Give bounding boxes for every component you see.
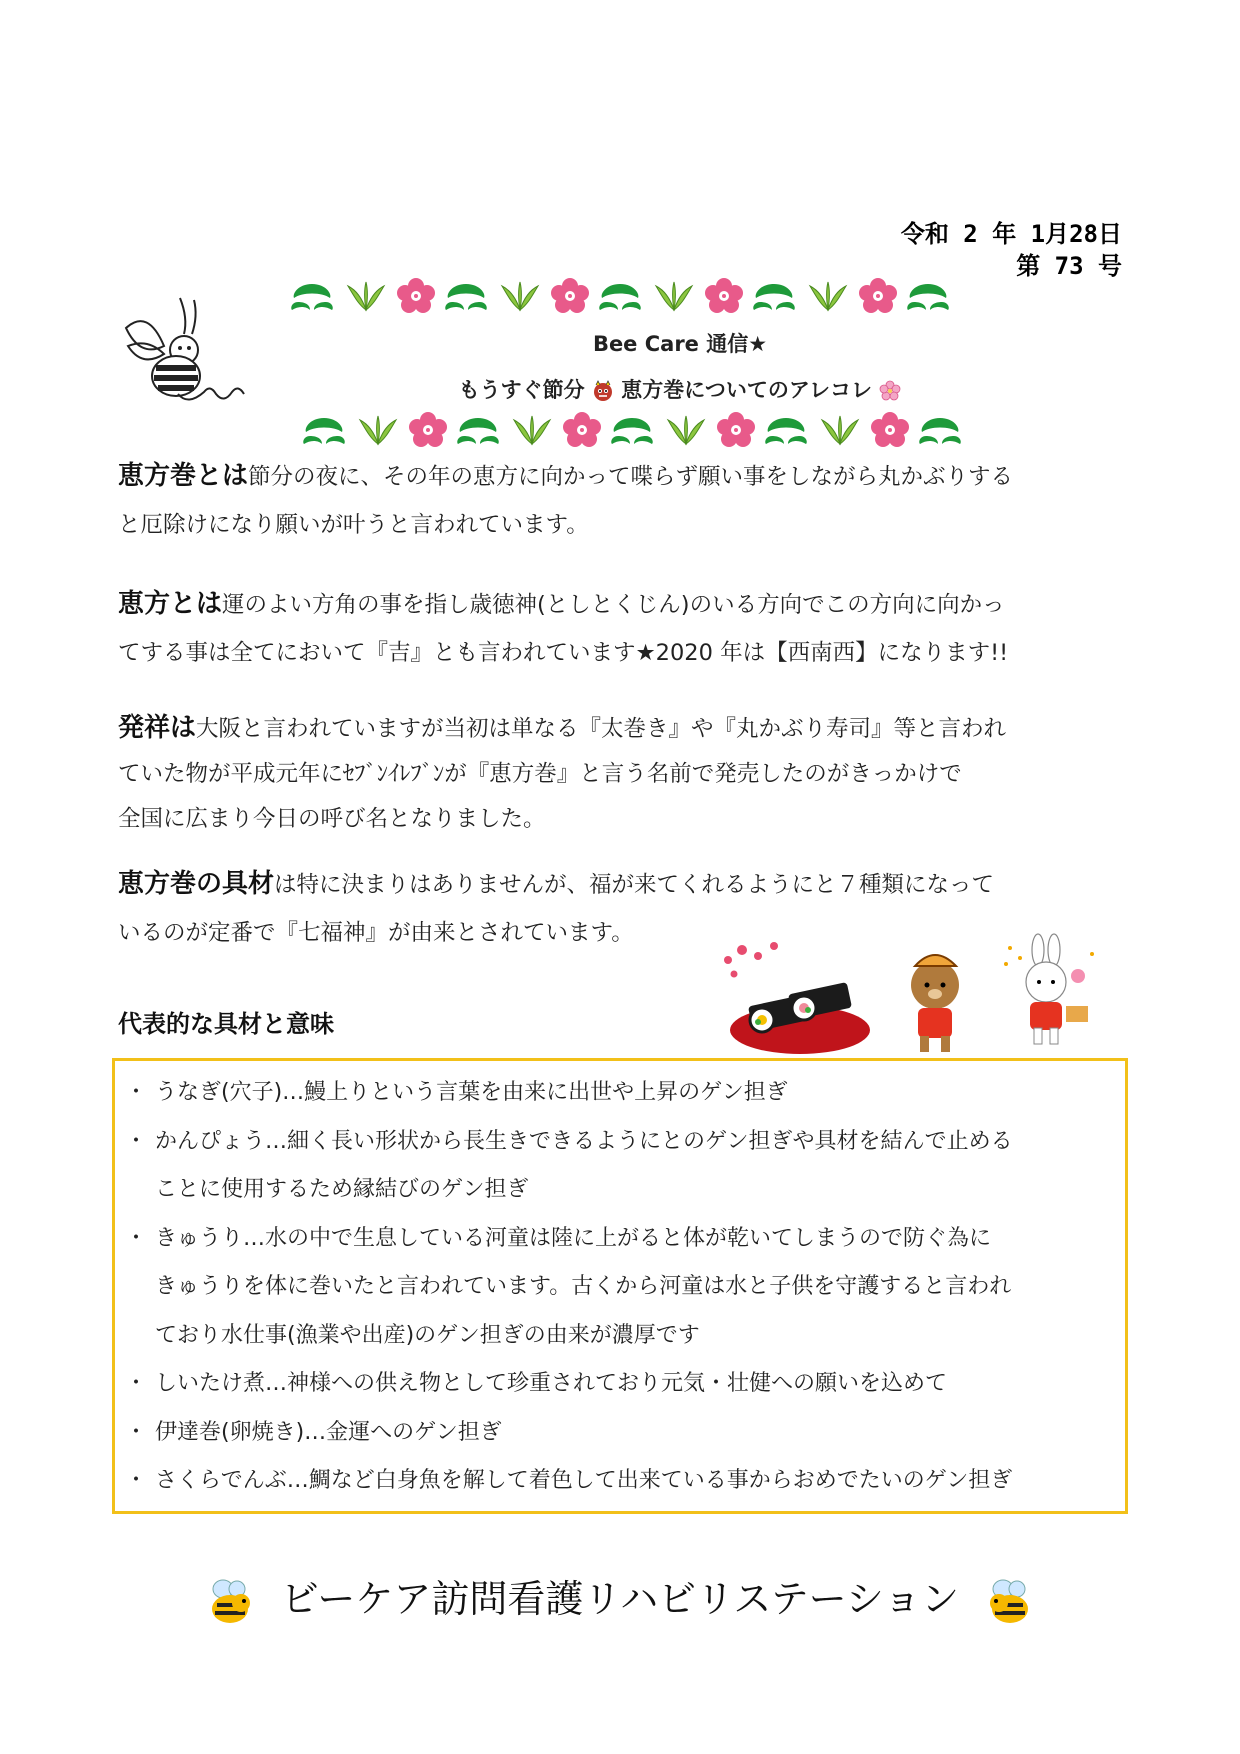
ingredient-item: ・ しいたけ煮…神様への供え物として珍重されており元気・壮健への願いを込めて bbox=[125, 1360, 1115, 1409]
plum-blossom-icon bbox=[396, 278, 436, 314]
bamboo-icon bbox=[662, 414, 710, 446]
bamboo-icon bbox=[508, 414, 556, 446]
plum-blossom-icon bbox=[704, 278, 744, 314]
bamboo-icon bbox=[354, 414, 402, 446]
paragraph-lead: 恵方巻の具材 bbox=[118, 869, 275, 899]
subtitle-part-b: 恵方巻についてのアレコレ bbox=[621, 378, 873, 402]
setsubun-illustration bbox=[720, 930, 1120, 1060]
paragraph-text: は特に決まりはありませんが、福が来てくれるようにと７種類になって bbox=[274, 872, 995, 898]
paragraph-lead: 発祥は bbox=[118, 713, 197, 743]
date-block bbox=[901, 218, 1122, 282]
ingredient-item: ・ 伊達巻(卵焼き)…金運へのゲン担ぎ bbox=[125, 1409, 1115, 1458]
paragraph-ehomaki bbox=[118, 452, 1128, 549]
paragraph-text: と厄除けになり願いが叶うと言われています。 bbox=[118, 512, 589, 538]
bamboo-icon bbox=[804, 280, 852, 312]
plum-blossom-icon bbox=[724, 942, 778, 978]
ingredient-item: ・ うなぎ(穴子)…鰻上りという言葉を由来に出世や上昇のゲン担ぎ bbox=[125, 1069, 1115, 1118]
ingredients-list bbox=[125, 1069, 1115, 1506]
pine-icon bbox=[762, 414, 810, 446]
paragraph-text: ていた物が平成元年にｾﾌﾞﾝｲﾚﾌﾞﾝが『恵方巻』と言う名前で発売したのがきっかけで bbox=[118, 761, 962, 787]
organization-name: ビーケア訪問看護リハビリステーション bbox=[280, 1577, 960, 1621]
bamboo-icon bbox=[342, 280, 390, 312]
pine-icon bbox=[608, 414, 656, 446]
ingredient-item: ・ さくらでんぶ…鯛など白身魚を解して着色して出来ている事からおめでたいのゲン担ぎ bbox=[125, 1457, 1115, 1506]
bee-icon bbox=[205, 1579, 255, 1625]
paragraph-eho bbox=[118, 580, 1128, 677]
newsletter-subtitle bbox=[0, 374, 1240, 404]
issue-date: 令和 2 年 1月28日 bbox=[900, 220, 1122, 248]
ingredients-box bbox=[112, 1058, 1128, 1514]
footer bbox=[0, 1568, 1240, 1625]
pine-icon bbox=[596, 280, 644, 312]
bamboo-icon bbox=[650, 280, 698, 312]
paragraph-origin bbox=[118, 706, 1128, 842]
bamboo-icon bbox=[816, 414, 864, 446]
paragraph-text: 全国に広まり今日の呼び名となりました。 bbox=[118, 806, 546, 832]
paragraph-text: 大阪と言われていますが当初は単なる『太巻き』や『丸かぶり寿司』等と言われ bbox=[196, 716, 1007, 742]
paragraph-text: いるのが定番で『七福神』が由来とされています。 bbox=[118, 920, 634, 946]
ingredients-heading: 代表的な具材と意味 bbox=[118, 1010, 334, 1038]
cherry-blossom-icon bbox=[879, 380, 901, 402]
pine-icon bbox=[288, 280, 336, 312]
issue-number: 第 73 号 bbox=[1016, 252, 1122, 280]
bear-oni-icon bbox=[911, 955, 959, 1052]
plum-blossom-icon bbox=[562, 412, 602, 448]
ingredient-item: ことに使用するため縁結びのゲン担ぎ bbox=[155, 1177, 529, 1202]
paragraph-lead: 恵方巻とは bbox=[118, 461, 249, 491]
plum-blossom-icon bbox=[408, 412, 448, 448]
ingredient-item: ・ かんぴょう…細く長い形状から長生きできるようにとのゲン担ぎや具材を結んで止める bbox=[125, 1118, 1115, 1167]
oni-demon-icon bbox=[592, 380, 614, 402]
ingredient-item: ており水仕事(漁業や出産)のゲン担ぎの由来が濃厚です bbox=[155, 1322, 700, 1348]
ingredient-item: きゅうりを体に巻いたと言われています。古くから河童は水と子供を守護すると言われ bbox=[155, 1274, 1012, 1299]
paragraph-lead: 恵方とは bbox=[118, 589, 223, 619]
pine-icon bbox=[442, 280, 490, 312]
subtitle-part-a: もうすぐ節分 bbox=[458, 378, 585, 402]
plum-blossom-icon bbox=[550, 278, 590, 314]
decoration-border-bottom bbox=[300, 412, 964, 448]
decoration-border-top bbox=[288, 278, 952, 314]
bee-icon bbox=[985, 1579, 1035, 1625]
pine-icon bbox=[454, 414, 502, 446]
paragraph-text: てする事は全てにおいて『吉』とも言われています★2020 年は【西南西】になります!! bbox=[118, 640, 1009, 666]
plum-blossom-icon bbox=[870, 412, 910, 448]
pine-icon bbox=[750, 280, 798, 312]
pine-icon bbox=[916, 414, 964, 446]
newsletter-title: Bee Care 通信★ bbox=[592, 332, 768, 356]
bamboo-icon bbox=[496, 280, 544, 312]
ingredient-item: ・ きゅうり…水の中で生息している河童は陸に上がると体が乾いてしまうので防ぐ為に bbox=[125, 1215, 1115, 1264]
pine-icon bbox=[904, 280, 952, 312]
rabbit-icon bbox=[1026, 934, 1088, 1044]
paragraph-text: 運のよい方角の事を指し歳徳神(としとくじん)のいる方向でこの方向に向かっ bbox=[222, 592, 1005, 618]
plum-blossom-icon bbox=[858, 278, 898, 314]
pine-icon bbox=[300, 414, 348, 446]
plum-blossom-icon bbox=[716, 412, 756, 448]
paragraph-text: 節分の夜に、その年の恵方に向かって喋らず願い事をしながら丸かぶりする bbox=[248, 464, 1014, 490]
